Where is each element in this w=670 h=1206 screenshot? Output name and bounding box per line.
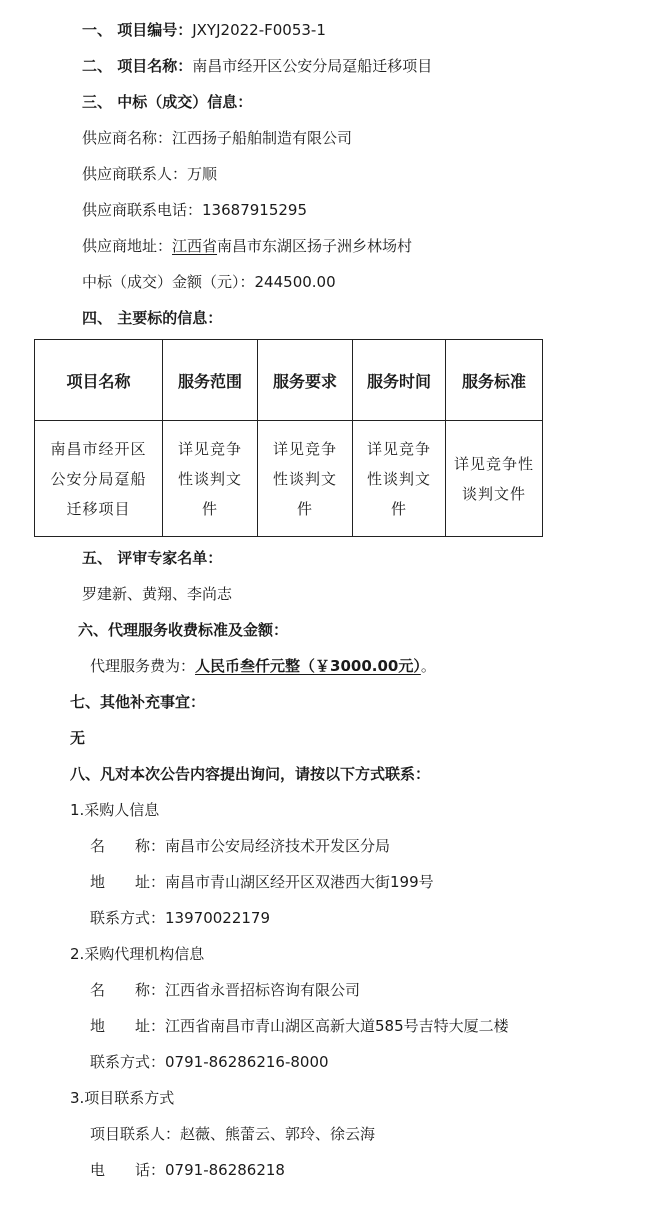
agency-title: 2.采购代理机构信息 [70, 945, 205, 963]
bid-amount-row [82, 272, 336, 292]
section-5-heading: 五、 评审专家名单： [82, 549, 223, 567]
agency-name-label: 名 称： [90, 981, 166, 999]
expert-list: 罗建新、黄翔、李尚志 [82, 585, 233, 603]
agency-fee-end: 。 [420, 657, 436, 675]
agency-address-row [90, 1016, 509, 1036]
supplier-phone-row [82, 200, 307, 220]
supplier-contact-row [82, 164, 217, 184]
purchaser-address-label: 地 址： [90, 873, 166, 891]
purchaser-name-row [90, 836, 390, 856]
table-cell-project-name: 南昌市经开区公安分局趸船迁移项目 [35, 421, 163, 537]
table-header-cell: 服务时间 [353, 340, 446, 421]
other-matters-value: 无 [70, 729, 86, 747]
table-header-cell: 服务标准 [446, 340, 543, 421]
project-number-label: 一、 项目编号： [82, 21, 193, 39]
table-header-cell: 服务范围 [163, 340, 258, 421]
table-cell: 详见竞争性谈判文件 [446, 421, 543, 537]
purchaser-phone: 13970022179 [165, 909, 270, 927]
project-name-value: 南昌市经开区公安分局趸船迁移项目 [192, 57, 433, 75]
agency-fee-label: 代理服务费为： [90, 657, 196, 675]
supplier-phone: 13687915295 [202, 201, 307, 219]
table-row [35, 421, 543, 537]
section-7-heading: 七、其他补充事宜： [70, 693, 206, 711]
supplier-contact-label: 供应商联系人： [82, 165, 188, 183]
supplier-contact: 万顺 [187, 165, 218, 183]
agency-fee-row [90, 656, 436, 676]
supplier-address-label: 供应商地址： [82, 237, 173, 255]
agency-address: 江西省南昌市青山湖区高新大道585号吉特大厦二楼 [165, 1017, 509, 1035]
purchaser-title: 1.采购人信息 [70, 801, 160, 819]
purchaser-name: 南昌市公安局经济技术开发区分局 [165, 837, 391, 855]
project-contact-title: 3.项目联系方式 [70, 1089, 175, 1107]
subject-info-table [34, 339, 543, 537]
purchaser-address-row [90, 872, 434, 892]
purchaser-phone-row [90, 908, 270, 928]
project-contact-person-row [90, 1124, 375, 1144]
table-header-cell: 服务要求 [258, 340, 353, 421]
supplier-address-rest: 南昌市东湖区扬子洲乡林场村 [217, 237, 413, 255]
table-header-row [35, 340, 543, 421]
agency-name-row [90, 980, 360, 1000]
project-contact-phone-row [90, 1160, 285, 1180]
section-3-heading: 三、 中标（成交）信息： [82, 93, 253, 111]
project-name-label: 二、 项目名称： [82, 57, 193, 75]
table-header-cell: 项目名称 [35, 340, 163, 421]
agency-fee-value: 人民币叁仟元整（￥3000.00元） [195, 657, 421, 675]
project-contact-phone-label: 电 话： [90, 1161, 166, 1179]
bid-amount-label: 中标（成交）金额（元）： [82, 273, 255, 291]
section-4-heading: 四、 主要标的信息： [82, 309, 223, 327]
project-number-value: JXYJ2022-F0053-1 [192, 21, 326, 39]
purchaser-phone-label: 联系方式： [90, 909, 166, 927]
section-2 [82, 56, 432, 76]
agency-phone: 0791-86286216-8000 [165, 1053, 329, 1071]
table-cell: 详见竞争性谈判文件 [163, 421, 258, 537]
supplier-name-label: 供应商名称： [82, 129, 173, 147]
agency-address-label: 地 址： [90, 1017, 166, 1035]
bid-amount: 244500.00 [254, 273, 336, 291]
supplier-phone-label: 供应商联系电话： [82, 201, 203, 219]
section-1 [82, 20, 326, 40]
supplier-address-row [82, 236, 412, 256]
project-contact-person: 赵薇、熊蕾云、郭玲、徐云海 [180, 1125, 376, 1143]
purchaser-address: 南昌市青山湖区经开区双港西大街199号 [165, 873, 434, 891]
table-cell: 详见竞争性谈判文件 [353, 421, 446, 537]
supplier-address-province: 江西省 [172, 237, 218, 255]
table-cell: 详见竞争性谈判文件 [258, 421, 353, 537]
supplier-name-row [82, 128, 352, 148]
section-6-heading: 六、代理服务收费标准及金额： [78, 621, 289, 639]
agency-phone-row [90, 1052, 329, 1072]
project-contact-phone: 0791-86286218 [165, 1161, 285, 1179]
agency-phone-label: 联系方式： [90, 1053, 166, 1071]
section-8-heading: 八、凡对本次公告内容提出询问，请按以下方式联系： [70, 765, 431, 783]
supplier-name: 江西扬子船舶制造有限公司 [172, 129, 353, 147]
purchaser-name-label: 名 称： [90, 837, 166, 855]
project-contact-person-label: 项目联系人： [90, 1125, 181, 1143]
agency-name: 江西省永晋招标咨询有限公司 [165, 981, 361, 999]
